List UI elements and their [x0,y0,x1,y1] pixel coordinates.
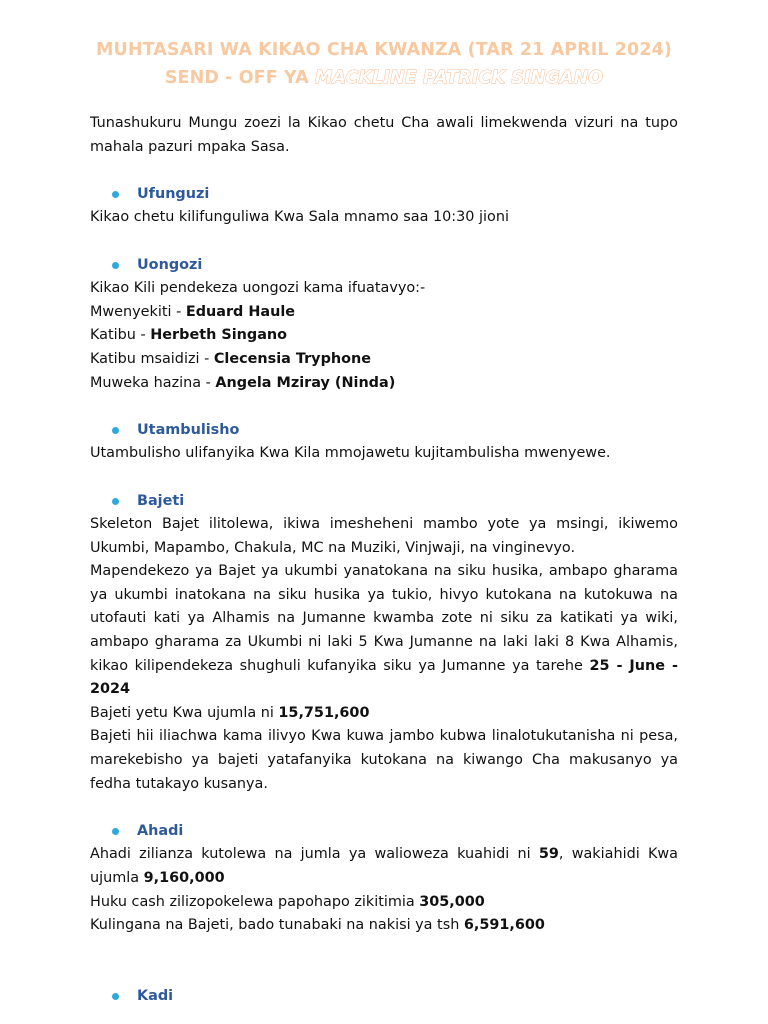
bullet-icon [112,262,119,269]
bullet-icon [112,828,119,835]
section-heading [112,985,678,1009]
heading-label: Utambulisho [137,421,240,438]
intro-paragraph: Tunashukuru Mungu zoezi la Kikao chetu Cha awali limekwenda vizuri na tupo mahala pazuri mpaka Sasa. [90,115,678,155]
bullet-icon [112,993,119,1000]
utambulisho-text: Utambulisho ulifanyika Kwa Kila mmojawetu kujitambulisha mwenyewe. [90,445,611,462]
leader-name: Herbeth Singano [150,327,288,344]
title-line-1: MUHTASARI WA KIKAO CHA KWANZA (TAR 21 APRIL 2024) [96,40,672,60]
bajeti-total-label: Bajeti yetu Kwa ujumla ni [90,704,279,721]
leader-row [90,372,678,396]
section-utambulisho [90,419,678,466]
leader-name: Clecensia Tryphone [213,350,372,367]
ahadi-p1-text-b: , wakiahidi Kwa ujumla [90,846,678,886]
bullet-icon [112,427,119,434]
deficit-label: Kulingana na Bajeti, bado tunabaki na nakisi ya tsh [90,917,464,934]
leader-role: Muweka hazina - [90,374,216,391]
section-heading [112,490,678,514]
heading-label: Bajeti [137,492,185,509]
section-uongozi [90,254,678,396]
leader-role: Mwenyekiti - [90,303,186,320]
heading-label: Ufunguzi [137,185,210,202]
leader-row [90,324,678,348]
cash-received [90,891,678,915]
heading-label: Uongozi [137,256,203,273]
deficit [90,914,678,938]
ufunguzi-text: Kikao chetu kilifunguliwa Kwa Sala mnamo saa 10:30 jioni [90,209,509,226]
leader-row [90,348,678,372]
section-ahadi [90,820,678,938]
section-ufunguzi [90,183,678,230]
section-heading [112,419,678,443]
title-honoree-name: MACKLINE PATRICK SINGANO [314,68,604,88]
ahadi-p1-text-a: Ahadi zilianza kutolewa na jumla ya walioweza kuahidi ni [90,846,539,863]
section-heading [112,820,678,844]
bajeti-paragraph-4: Bajeti hii iliachwa kama ilivyo Kwa kuwa jambo kubwa linalotukutanisha ni pesa, marekebisho ya bajeti yatafanyika kutokana na kiwango Cha makusanyo ya fedha tutakayo kusanya. [90,728,678,792]
cash-received-label: Huku cash zilizopokelewa papohapo zikitimia [90,893,420,910]
heading-label: Ahadi [137,822,184,839]
cash-received-amount: 305,000 [419,893,485,910]
pledge-total: 9,160,000 [143,870,225,886]
bullet-icon [112,191,119,198]
document-page [90,36,678,1008]
leader-role: Katibu - [90,327,151,344]
bajeti-paragraph-2 [90,560,678,702]
event-date: 25 - June - 2024 [90,657,678,698]
title-line-2 [80,64,688,92]
uongozi-intro: Kikao Kili pendekeza uongozi kama ifuatavyo:- [90,280,426,297]
pledger-count: 59 [538,846,559,863]
leader-name: Angela Mziray (Ninda) [215,374,396,391]
section-bajeti [90,490,678,797]
section-heading [112,183,678,207]
bajeti-total [90,702,678,726]
title-prefix: SEND - OFF YA [164,68,315,88]
bullet-icon [112,498,119,505]
bajeti-p2-text: Mapendekezo ya Bajet ya ukumbi yanatokana na siku husika, ambapo gharama ya ukumbi inatokana na siku husika ya tukio, hivyo kutokana na kutokuwa na utofauti kati ya Alhamis na Jumanne kwamba zote ni siku za katikati ya wiki, ambapo gharama za Ukumbi ni laki 5 Kwa Jumanne na laki laki 8 Kwa Alhamis, kikao kilipendekeza shughuli kufanyika siku ya Jumanne ya tarehe [90,563,678,674]
bajeti-total-amount: 15,751,600 [278,704,370,721]
ahadi-paragraph-1 [90,843,678,890]
deficit-amount: 6,591,600 [463,917,545,934]
section-heading [112,254,678,278]
document-title [80,36,688,92]
heading-label: Kadi [137,987,174,1004]
leader-role: Katibu msaidizi - [90,350,214,367]
section-kadi [90,985,678,1009]
bajeti-paragraph-1: Skeleton Bajet ilitolewa, ikiwa imesheheni mambo yote ya msingi, ikiwemo Ukumbi, Mapambo, Chakula, MC na Muziki, Vinjwaji, na vinginevyo. [90,516,678,556]
leader-row [90,301,678,325]
leader-name: Eduard Haule [185,303,296,320]
